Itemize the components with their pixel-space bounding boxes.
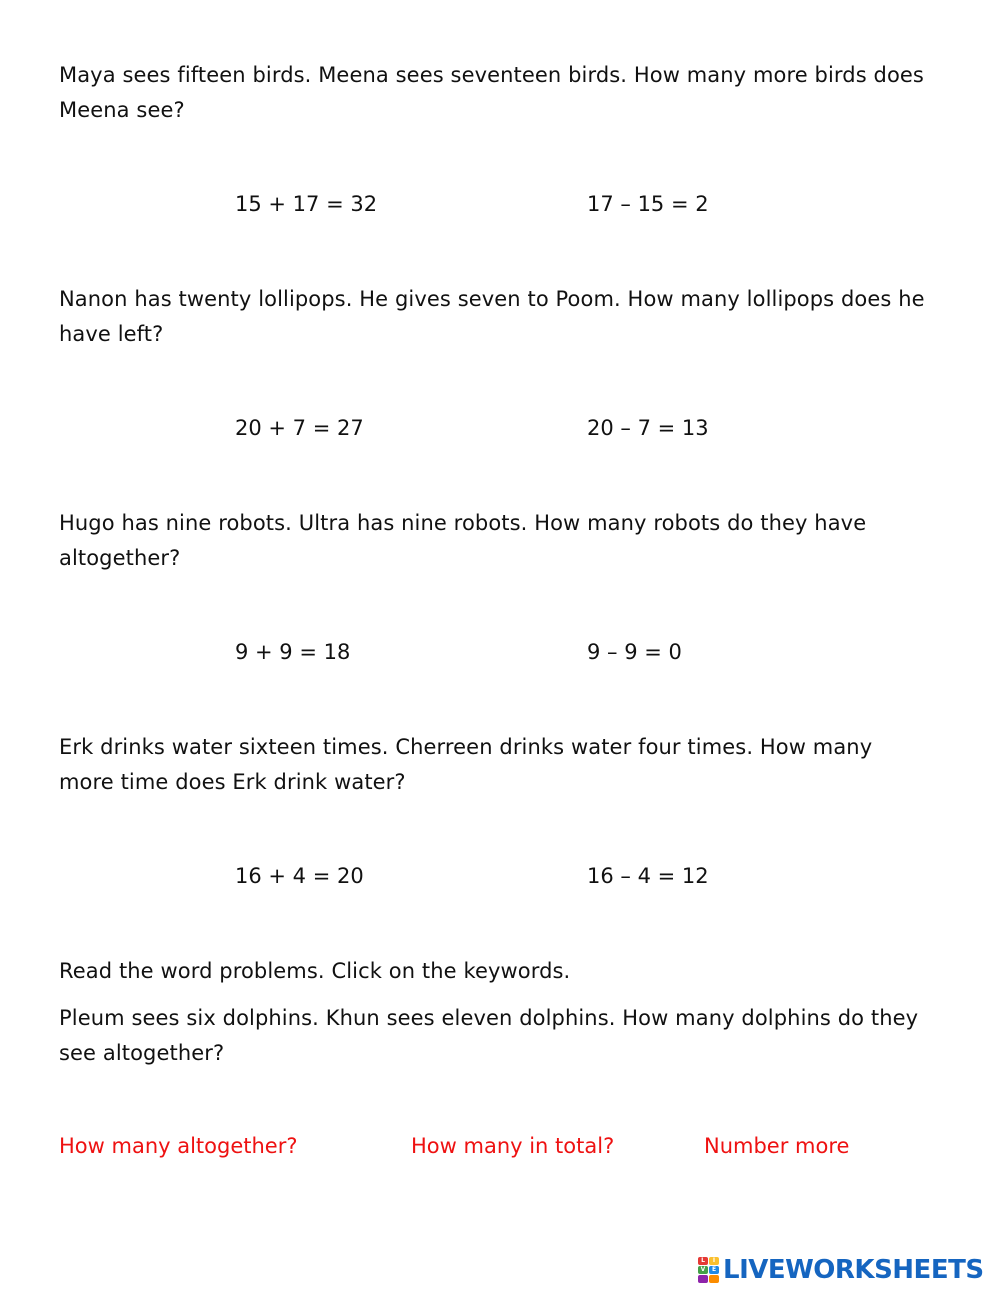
logo-mark-tile: I [709,1257,719,1265]
problem-3-text-line2: altogether? [59,546,181,570]
keyword-option-how-many-in-total[interactable]: How many in total? [411,1134,615,1158]
problem-1-text-line2: Meena see? [59,98,185,122]
problem-3-text-line1: Hugo has nine robots. Ultra has nine robots. How many robots do they have [59,511,867,535]
problem-4-text-line1: Erk drinks water sixteen times. Cherreen drinks water four times. How many [59,735,873,759]
problem-4-option-subtraction[interactable]: 16 – 4 = 12 [587,864,709,888]
problem-1-text-line1: Maya sees fifteen birds. Meena sees seventeen birds. How many more birds does [59,63,924,87]
problem-4-text-line2: more time does Erk drink water? [59,770,406,794]
logo-mark-tile: E [709,1266,719,1274]
problem-1-option-subtraction[interactable]: 17 – 15 = 2 [587,192,709,216]
liveworksheets-logo-text: LIVEWORKSHEETS [723,1255,984,1285]
logo-mark-tile: V [698,1266,708,1274]
keyword-problem-line1: Pleum sees six dolphins. Khun sees eleven dolphins. How many dolphins do they [59,1006,919,1030]
problem-2-text-line1: Nanon has twenty lollipops. He gives seven to Poom. How many lollipops does he [59,287,925,311]
problem-2-option-addition[interactable]: 20 + 7 = 27 [235,416,364,440]
logo-mark-tile [709,1275,719,1283]
keyword-problem-line2: see altogether? [59,1041,225,1065]
problem-3-option-addition[interactable]: 9 + 9 = 18 [235,640,351,664]
liveworksheets-logo-icon [698,1257,720,1283]
problem-1-option-addition[interactable]: 15 + 17 = 32 [235,192,378,216]
keyword-instruction: Read the word problems. Click on the keywords. [59,959,571,983]
problem-3-option-subtraction[interactable]: 9 – 9 = 0 [587,640,682,664]
logo-mark-tile [698,1275,708,1283]
problem-2-text-line2: have left? [59,322,164,346]
keyword-option-number-more[interactable]: Number more [704,1134,850,1158]
problem-2-option-subtraction[interactable]: 20 – 7 = 13 [587,416,709,440]
problem-4-option-addition[interactable]: 16 + 4 = 20 [235,864,364,888]
keyword-option-how-many-altogether[interactable]: How many altogether? [59,1134,298,1158]
liveworksheets-logo [698,1252,984,1288]
logo-mark-tile: L [698,1257,708,1265]
